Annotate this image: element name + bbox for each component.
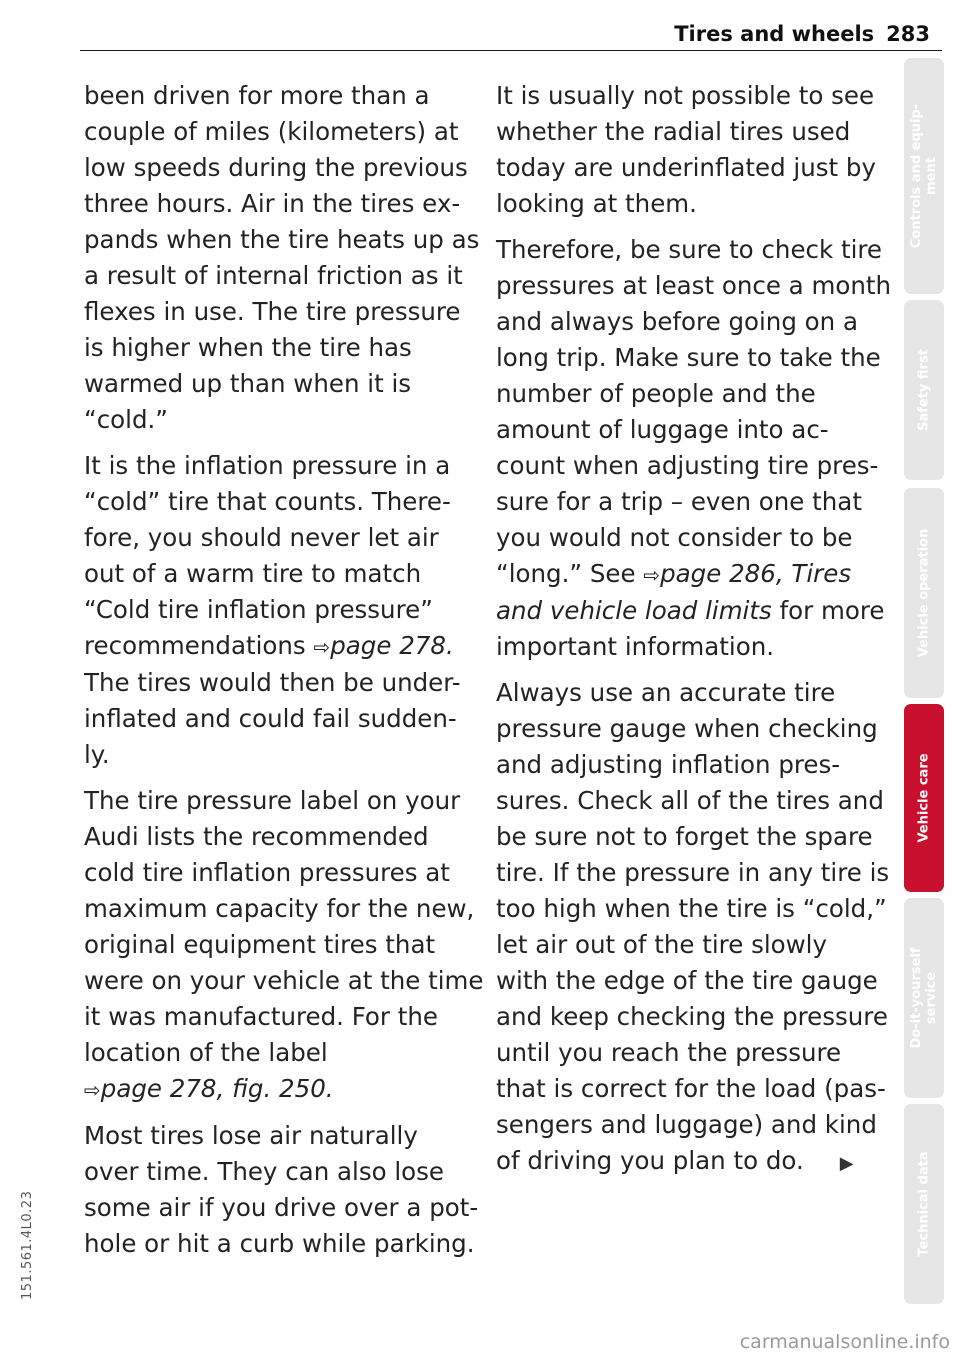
paragraph — [496, 675, 890, 1182]
text-line: The tires would then be under- — [84, 668, 461, 697]
text-line: pressures at least once a month — [496, 271, 892, 300]
tab-label: Vehicle care — [916, 753, 932, 843]
page-reference-link[interactable]: and vehicle load limits — [496, 596, 772, 625]
text-line: with the edge of the tire gauge — [496, 966, 878, 995]
text-line: warmed up than when it is — [84, 369, 412, 398]
text-line: Therefore, be sure to check tire — [496, 235, 882, 264]
text-line: let air out of the tire slowly — [496, 930, 827, 959]
paragraph — [84, 1118, 479, 1262]
paragraph — [84, 78, 480, 438]
right-column — [496, 78, 892, 1192]
text-line: sure for a trip – even one that — [496, 487, 862, 516]
arrow-icon: ⇨ — [643, 563, 661, 587]
text-line: fore, you should never let air — [84, 523, 439, 552]
arrow-icon: ⇨ — [84, 1078, 101, 1102]
tab-label-line: service — [924, 971, 939, 1025]
tab-technical-data[interactable] — [904, 1104, 944, 1304]
text-line: a result of internal friction as it — [84, 261, 463, 290]
text-span: of driving you plan to do. — [496, 1146, 804, 1175]
tab-vehicle-care[interactable] — [904, 704, 944, 892]
text-line: sures. Check all of the tires and — [496, 786, 884, 815]
text-line: It is the inflation pressure in a — [84, 451, 451, 480]
paragraph — [496, 78, 876, 222]
text-line — [496, 556, 871, 593]
text-line — [84, 628, 454, 665]
text-line: tire. If the pressure in any tire is — [496, 858, 890, 887]
page-reference-link[interactable]: page 278, fig. 250. — [100, 1074, 334, 1103]
text-line: pressure gauge when checking — [496, 714, 878, 743]
text-line: were on your vehicle at the time — [84, 966, 484, 995]
text-line: count when adjusting tire pres- — [496, 451, 879, 480]
text-line: over time. They can also lose — [84, 1157, 444, 1186]
text-span: “long.” See — [496, 559, 644, 588]
section-title: Tires and wheels — [674, 22, 875, 46]
text-line: until you reach the pressure — [496, 1038, 842, 1067]
text-line: location of the label — [84, 1038, 328, 1067]
text-line: amount of luggage into ac- — [496, 415, 829, 444]
text-line: you would not consider to be — [496, 523, 853, 552]
text-line: sengers and luggage) and kind — [496, 1110, 877, 1139]
watermark: carmanualsonline.info — [739, 1331, 950, 1353]
text-line: some air if you drive over a pot- — [84, 1193, 479, 1222]
text-span: recommendations — [84, 631, 314, 660]
text-line: important information. — [496, 632, 775, 661]
text-span: for more — [771, 596, 885, 625]
left-column — [84, 78, 484, 1272]
page-reference-link[interactable]: page 278. — [330, 631, 454, 660]
tab-label: Technical data — [916, 1151, 932, 1257]
text-line: long trip. Make sure to take the — [496, 343, 881, 372]
page-header — [674, 22, 930, 46]
paragraph — [496, 232, 892, 665]
text-line: inflated and could fail sudden- — [84, 704, 457, 733]
paragraph — [84, 448, 461, 773]
text-line: maximum capacity for the new, — [84, 894, 475, 923]
tab-safety-first[interactable] — [904, 300, 944, 480]
text-line: Most tires lose air naturally — [84, 1121, 418, 1150]
text-line: that is correct for the load (pas- — [496, 1074, 886, 1103]
text-line: today are underinflated just by — [496, 153, 876, 182]
text-line: It is usually not possible to see — [496, 81, 875, 110]
tab-label — [909, 948, 939, 1049]
tab-label-line: Controls and equip- — [909, 103, 924, 249]
page-number: 283 — [886, 22, 930, 46]
tab-label: Vehicle operation — [916, 528, 932, 658]
document-code: 151.561.4L0.23 — [20, 1190, 35, 1300]
text-line: looking at them. — [496, 189, 697, 218]
text-line: pands when the tire heats up as — [84, 225, 480, 254]
tab-do-it-yourself-service[interactable] — [904, 898, 944, 1098]
text-line: couple of miles (kilometers) at — [84, 117, 459, 146]
arrow-icon: ⇨ — [313, 635, 331, 659]
continue-arrow-icon: ▶ — [839, 1153, 854, 1174]
text-line: “Cold tire inflation pressure” — [84, 595, 433, 624]
text-line: Audi lists the recommended — [84, 822, 429, 851]
text-line: flexes in use. The tire pressure — [84, 297, 461, 326]
text-line: and always before going on a — [496, 307, 858, 336]
text-line: three hours. Air in the tires ex- — [84, 189, 461, 218]
text-line: it was manufactured. For the — [84, 1002, 438, 1031]
text-line: out of a warm tire to match — [84, 559, 422, 588]
text-line: is higher when the tire has — [84, 333, 412, 362]
text-line: The tire pressure label on your — [84, 786, 461, 815]
paragraph — [84, 783, 484, 1108]
header-rule — [80, 50, 942, 51]
text-line: be sure not to forget the spare — [496, 822, 873, 851]
text-line: too high when the tire is “cold,” — [496, 894, 887, 923]
text-line: “cold.” — [84, 405, 168, 434]
text-line: hole or hit a curb while parking. — [84, 1229, 475, 1258]
text-line: been driven for more than a — [84, 81, 430, 110]
text-line: low speeds during the previous — [84, 153, 468, 182]
text-line — [496, 593, 885, 629]
text-line: and adjusting inflation pres- — [496, 750, 841, 779]
page-reference-link[interactable]: page 286, Tires — [660, 559, 852, 588]
text-line: number of people and the — [496, 379, 816, 408]
text-line: Always use an accurate tire — [496, 678, 836, 707]
text-line: ly. — [84, 740, 110, 769]
text-line: whether the radial tires used — [496, 117, 851, 146]
tab-label-line: ment — [924, 157, 939, 195]
text-line: original equipment tires that — [84, 930, 436, 959]
tab-label — [909, 104, 939, 248]
tab-vehicle-operation[interactable] — [904, 488, 944, 698]
text-line: cold tire inflation pressures at — [84, 858, 450, 887]
tab-label-line: Do-it-yourself — [909, 947, 924, 1049]
text-line — [84, 1071, 454, 1108]
text-line: and keep checking the pressure — [496, 1002, 888, 1031]
tab-label: Safety first — [916, 349, 932, 431]
tab-controls-and-equipment[interactable] — [904, 58, 944, 294]
text-line: “cold” tire that counts. There- — [84, 487, 451, 516]
text-line — [496, 1143, 871, 1182]
